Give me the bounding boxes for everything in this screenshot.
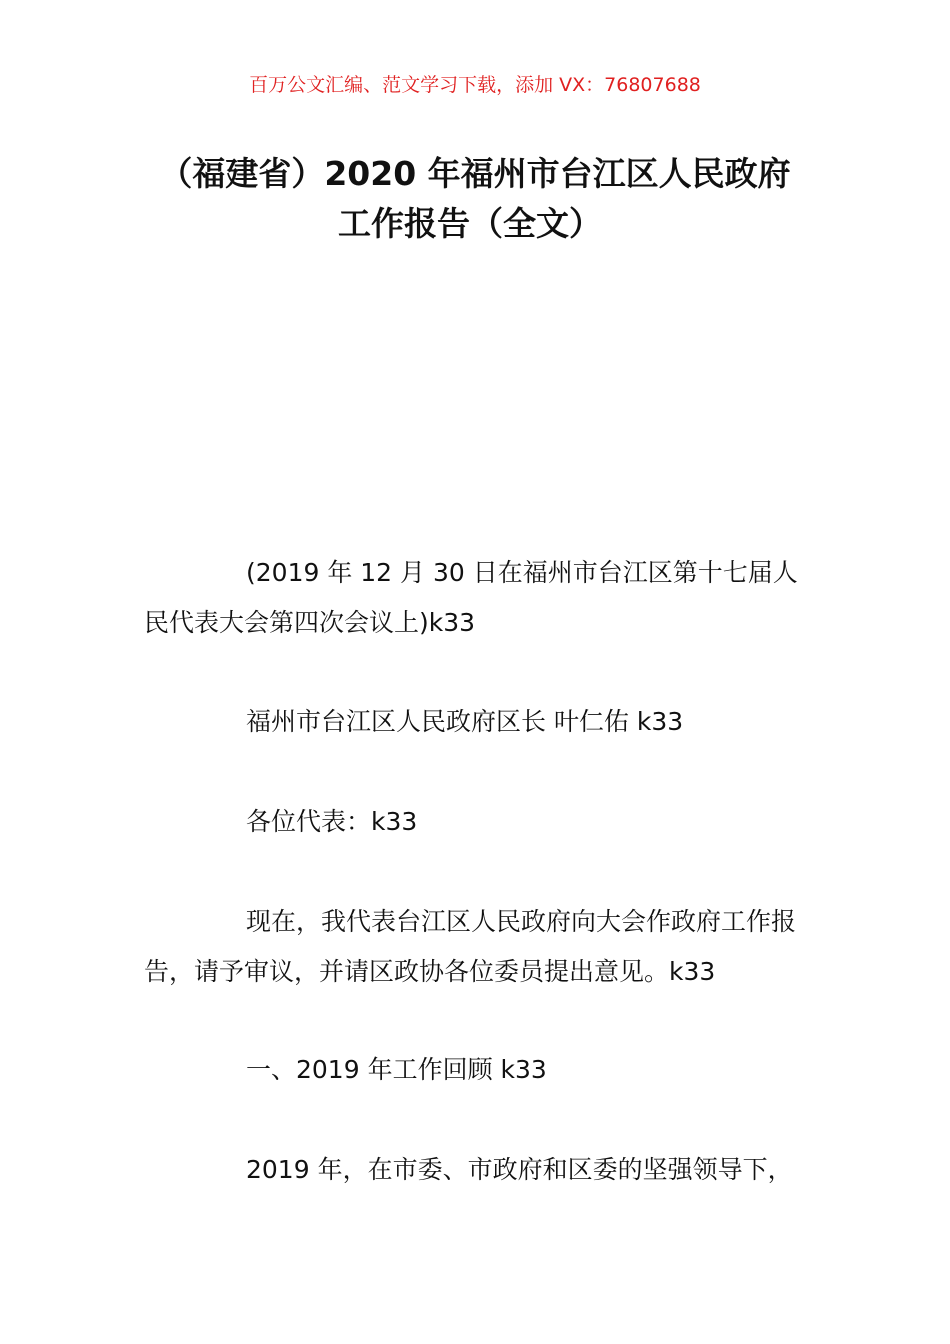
section-heading: 一、2019 年工作回顾 k33 — [246, 1055, 547, 1084]
header-watermark-note: 百万公文汇编、范文学习下载，添加 VX：76807688 — [249, 74, 701, 96]
meeting-note-paragraph: (2019 年 12 月 30 日在福州市台江区第十七届人民代表大会第四次会议上)k33 — [144, 558, 798, 637]
document-title-line-2: 工作报告（全文） — [338, 204, 602, 243]
author-line: 福州市台江区人民政府区长 叶仁佑 k33 — [246, 707, 684, 736]
salutation-line: 各位代表：k33 — [246, 807, 418, 836]
document-title-line-1: （福建省）2020 年福州市台江区人民政府 — [159, 154, 791, 193]
body-paragraph: 2019 年，在市委、市政府和区委的坚强领导下， — [246, 1155, 793, 1184]
intro-paragraph: 现在，我代表台江区人民政府向大会作政府工作报告，请予审议，并请区政协各位委员提出意见。k33 — [144, 907, 797, 986]
